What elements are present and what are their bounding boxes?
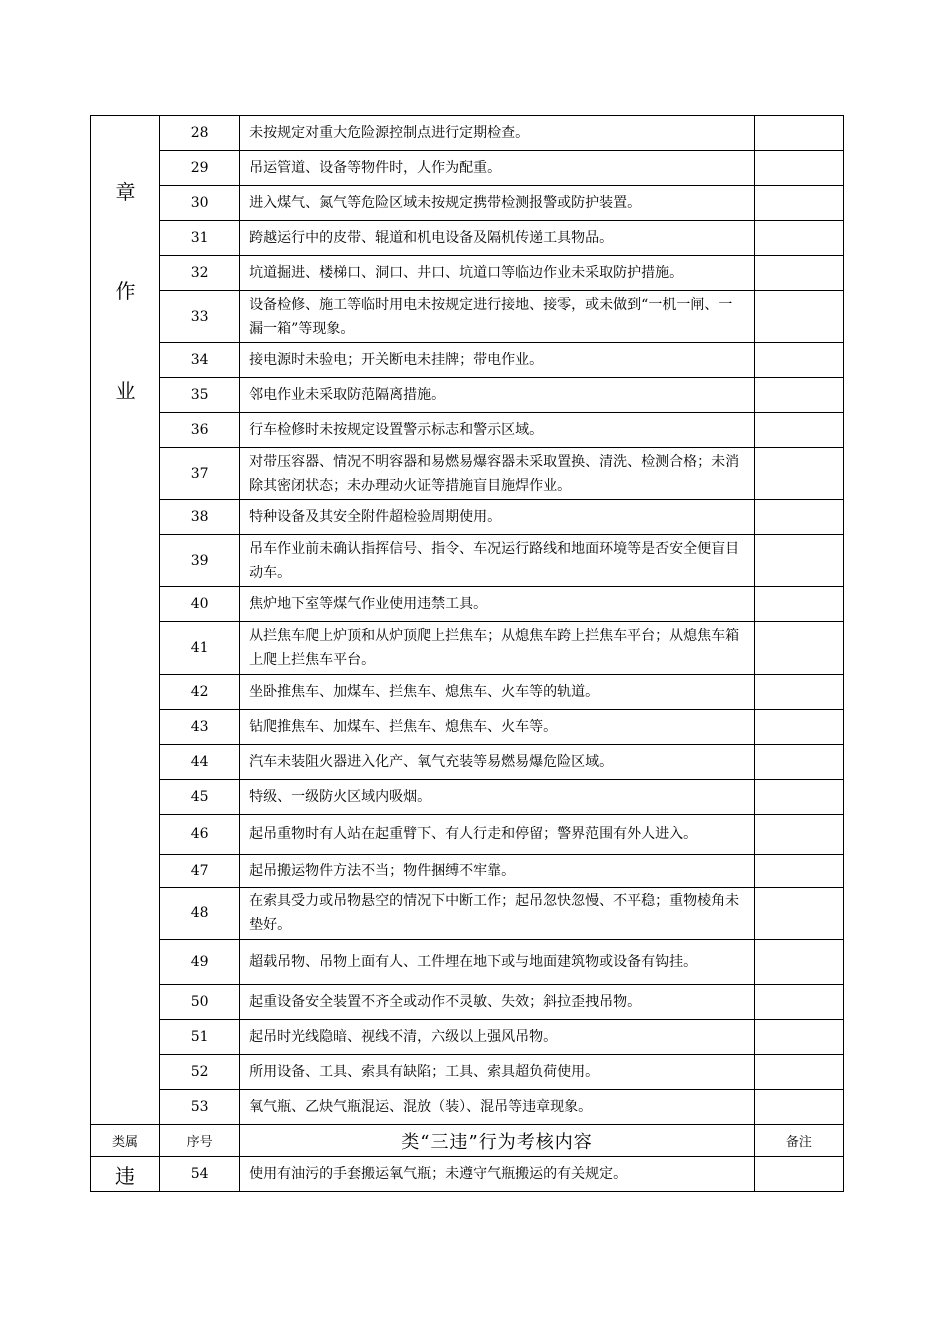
row-note: [754, 291, 843, 343]
row-note: [754, 587, 843, 622]
category-char: 业: [115, 379, 136, 403]
row-number: 41: [160, 622, 240, 674]
row-note: [754, 116, 843, 151]
table-row: [91, 1054, 844, 1089]
table-row: [91, 1089, 844, 1124]
row-number: 30: [160, 186, 240, 221]
table-row: [91, 779, 844, 814]
row-number: 50: [160, 984, 240, 1019]
row-number: 53: [160, 1089, 240, 1124]
table-row: [91, 256, 844, 291]
row-number: 29: [160, 151, 240, 186]
row-note: [754, 779, 843, 814]
row-content: 所用设备、工具、索具有缺陷；工具、索具超负荷使用。: [240, 1054, 755, 1089]
row-note: [754, 500, 843, 535]
table-row: [91, 709, 844, 744]
table-row: [91, 116, 844, 151]
row-content: 氧气瓶、乙炔气瓶混运、混放（装）、混吊等违章现象。: [240, 1089, 755, 1124]
row-content: 设备检修、施工等临时用电未按规定进行接地、接零，或未做到“一机一闸、一漏一箱”等现象。: [240, 291, 755, 343]
table-row: [91, 186, 844, 221]
row-number: 34: [160, 343, 240, 378]
table-row: [91, 887, 844, 939]
row-note: [754, 854, 843, 887]
row-number: 37: [160, 448, 240, 500]
row-note: [754, 378, 843, 413]
row-content: 起吊重物时有人站在起重臂下、有人行走和停留；警界范围有外人进入。: [240, 814, 755, 854]
table-row: [91, 1157, 844, 1192]
row-number: 31: [160, 221, 240, 256]
row-number: 47: [160, 854, 240, 887]
table-row: [91, 221, 844, 256]
row-content: 进入煤气、氮气等危险区域未按规定携带检测报警或防护装置。: [240, 186, 755, 221]
row-content: 焦炉地下室等煤气作业使用违禁工具。: [240, 587, 755, 622]
row-note: [754, 939, 843, 984]
row-number: 28: [160, 116, 240, 151]
category-char: 违: [91, 1157, 160, 1192]
row-note: [754, 221, 843, 256]
row-content: 行车检修时未按规定设置警示标志和警示区域。: [240, 413, 755, 448]
header-row: [91, 1125, 844, 1157]
row-content: 在索具受力或吊物悬空的情况下中断工作；起吊忽快忽慢、不平稳；重物棱角未垫好。: [240, 887, 755, 939]
row-note: [754, 984, 843, 1019]
table-row: [91, 500, 844, 535]
row-content: 跨越运行中的皮带、辊道和机电设备及隔机传递工具物品。: [240, 221, 755, 256]
row-number: 51: [160, 1019, 240, 1054]
row-number: 45: [160, 779, 240, 814]
row-note: [754, 744, 843, 779]
row-note: [754, 186, 843, 221]
row-note: [754, 1054, 843, 1089]
table-row: [91, 622, 844, 674]
row-note: [754, 343, 843, 378]
row-number: 38: [160, 500, 240, 535]
table-row: [91, 378, 844, 413]
table-row: [91, 343, 844, 378]
row-number: 39: [160, 535, 240, 587]
row-note: [754, 1019, 843, 1054]
row-content: 坑道掘进、楼梯口、洞口、井口、坑道口等临边作业未采取防护措施。: [240, 256, 755, 291]
table-row: [91, 413, 844, 448]
row-note: [754, 622, 843, 674]
category-cell: [91, 116, 160, 1125]
row-content: 使用有油污的手套搬运氧气瓶；未遵守气瓶搬运的有关规定。: [240, 1157, 755, 1192]
row-content: 特级、一级防火区域内吸烟。: [240, 779, 755, 814]
table-row: [91, 674, 844, 709]
row-note: [754, 709, 843, 744]
row-note: [754, 1089, 843, 1124]
row-note: [754, 448, 843, 500]
table-row: [91, 535, 844, 587]
row-content: 邻电作业未采取防范隔离措施。: [240, 378, 755, 413]
table-row: [91, 814, 844, 854]
table-row: [91, 587, 844, 622]
violation-table: [90, 115, 844, 1192]
row-number: 49: [160, 939, 240, 984]
row-note: [754, 535, 843, 587]
row-content: 起吊时光线隐暗、视线不清，六级以上强风吊物。: [240, 1019, 755, 1054]
row-content: 特种设备及其安全附件超检验周期使用。: [240, 500, 755, 535]
row-note: [754, 256, 843, 291]
row-content: 未按规定对重大危险源控制点进行定期检查。: [240, 116, 755, 151]
table-row: [91, 939, 844, 984]
table-row: [91, 291, 844, 343]
header-category: 类属: [91, 1125, 160, 1157]
row-content: 坐卧推焦车、加煤车、拦焦车、熄焦车、火车等的轨道。: [240, 674, 755, 709]
header-number: 序号: [160, 1125, 240, 1157]
row-content: 吊车作业前未确认指挥信号、指令、车况运行路线和地面环境等是否安全便盲目动车。: [240, 535, 755, 587]
table-row: [91, 744, 844, 779]
row-content: 汽车未装阻火器进入化产、氧气充装等易燃易爆危险区域。: [240, 744, 755, 779]
table-body: [91, 116, 844, 1192]
row-number: 33: [160, 291, 240, 343]
table-row: [91, 854, 844, 887]
row-number: 36: [160, 413, 240, 448]
table-row: [91, 1019, 844, 1054]
row-number: 35: [160, 378, 240, 413]
table-row: [91, 151, 844, 186]
row-content: 起重设备安全装置不齐全或动作不灵敏、失效；斜拉歪拽吊物。: [240, 984, 755, 1019]
row-number: 44: [160, 744, 240, 779]
row-number: 54: [160, 1157, 240, 1192]
row-note: [754, 887, 843, 939]
row-note: [754, 1157, 843, 1192]
row-number: 46: [160, 814, 240, 854]
table-row: [91, 448, 844, 500]
row-note: [754, 413, 843, 448]
row-number: 48: [160, 887, 240, 939]
row-number: 32: [160, 256, 240, 291]
row-content: 接电源时未验电；开关断电未挂牌；带电作业。: [240, 343, 755, 378]
row-content: 吊运管道、设备等物件时，人作为配重。: [240, 151, 755, 186]
row-content: 从拦焦车爬上炉顶和从炉顶爬上拦焦车；从熄焦车跨上拦焦车平台；从熄焦车箱上爬上拦焦车平台。: [240, 622, 755, 674]
row-note: [754, 674, 843, 709]
table-row: [91, 984, 844, 1019]
row-number: 43: [160, 709, 240, 744]
category-char: 作: [115, 279, 136, 303]
category-char: 章: [115, 180, 136, 204]
header-title: 类“三违”行为考核内容: [240, 1125, 755, 1157]
row-content: 对带压容器、情况不明容器和易燃易爆容器未采取置换、清洗、检测合格；未消除其密闭状态；未办理动火证等措施盲目施焊作业。: [240, 448, 755, 500]
row-note: [754, 151, 843, 186]
row-content: 钻爬推焦车、加煤车、拦焦车、熄焦车、火车等。: [240, 709, 755, 744]
row-content: 起吊搬运物件方法不当；物件捆缚不牢靠。: [240, 854, 755, 887]
row-content: 超载吊物、吊物上面有人、工件埋在地下或与地面建筑物或设备有钩挂。: [240, 939, 755, 984]
row-number: 42: [160, 674, 240, 709]
header-note: 备注: [754, 1125, 843, 1157]
row-number: 40: [160, 587, 240, 622]
row-note: [754, 814, 843, 854]
row-number: 52: [160, 1054, 240, 1089]
